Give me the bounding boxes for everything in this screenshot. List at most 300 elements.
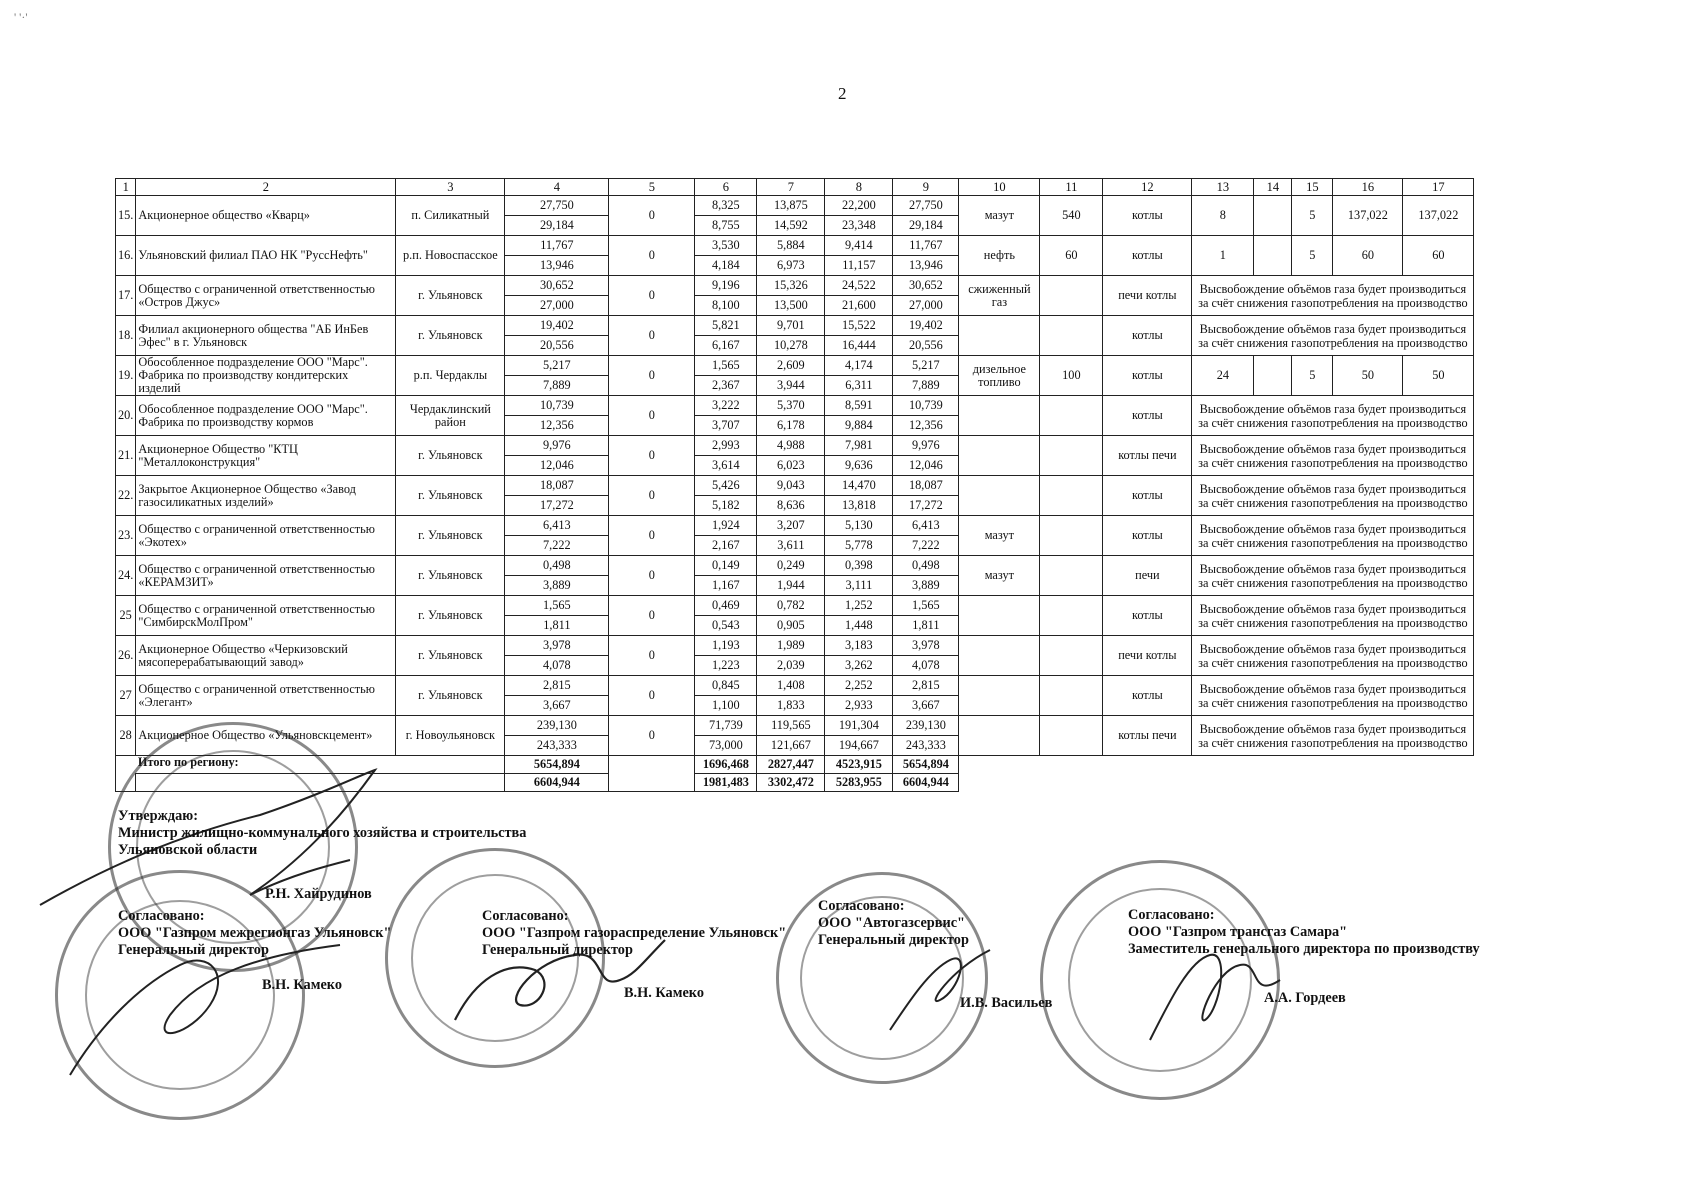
agreement-block-2 <box>482 908 786 959</box>
stage-value: 1,408 <box>757 676 825 696</box>
stage-value: 6,413 <box>893 516 959 536</box>
table-row <box>116 556 1474 576</box>
volume-actual: 7,222 <box>505 536 609 556</box>
column-number-header: 10 <box>959 179 1040 196</box>
stage-value: 1,193 <box>695 636 757 656</box>
enterprise-name: Общество с ограниченной ответственностью «Экотех» <box>136 516 396 556</box>
agreed-org: ООО "Газпром газораспределение Ульяновск" <box>482 925 787 941</box>
stage-value: 1,944 <box>757 576 825 596</box>
stage-value: 2,993 <box>695 436 757 456</box>
row-number: 17. <box>116 276 136 316</box>
reserve-fuel <box>959 676 1040 716</box>
col5-value: 0 <box>609 196 695 236</box>
stage-value: 3,530 <box>695 236 757 256</box>
row-number: 15. <box>116 196 136 236</box>
row-number: 27 <box>116 676 136 716</box>
col11-value <box>1040 316 1103 356</box>
stage-value: 7,889 <box>893 376 959 396</box>
col16-value: 50 <box>1333 356 1403 396</box>
volume-plan: 5,217 <box>505 356 609 376</box>
equipment: печи котлы <box>1103 276 1192 316</box>
totals-plan: 5654,894 <box>505 756 609 774</box>
column-number-header: 15 <box>1292 179 1333 196</box>
column-number-header: 16 <box>1333 179 1403 196</box>
stage-value: 243,333 <box>893 736 959 756</box>
totals-stage: 2827,447 <box>757 756 825 774</box>
agreed-position: Генеральный директор <box>118 942 269 958</box>
row-number: 28 <box>116 716 136 756</box>
agreed-heading: Согласовано: <box>118 908 205 924</box>
volume-plan: 18,087 <box>505 476 609 496</box>
agreement-block-1 <box>118 908 391 959</box>
column-number-header: 9 <box>893 179 959 196</box>
location: г. Ульяновск <box>396 636 505 676</box>
agreed-position: Генеральный директор <box>482 942 633 958</box>
table-row <box>116 316 1474 336</box>
col15-value: 5 <box>1292 356 1333 396</box>
volume-actual: 243,333 <box>505 736 609 756</box>
totals-stage: 4523,915 <box>825 756 893 774</box>
location: г. Ульяновск <box>396 276 505 316</box>
col13-value: 1 <box>1192 236 1254 276</box>
stage-value: 16,444 <box>825 336 893 356</box>
table-row <box>116 436 1474 456</box>
stage-value: 2,933 <box>825 696 893 716</box>
enterprise-name: Закрытое Акционерное Общество «Завод газосиликатных изделий» <box>136 476 396 516</box>
stage-value: 9,636 <box>825 456 893 476</box>
equipment: котлы <box>1103 476 1192 516</box>
stage-value: 0,398 <box>825 556 893 576</box>
reserve-fuel: мазут <box>959 556 1040 596</box>
enterprise-name: Акционерное Общество «Черкизовский мясоперерабатывающий завод» <box>136 636 396 676</box>
equipment: котлы <box>1103 196 1192 236</box>
stage-value: 3,944 <box>757 376 825 396</box>
column-number-header: 12 <box>1103 179 1192 196</box>
agreed-position: Заместитель генерального директора по производству <box>1128 941 1480 957</box>
enterprise-name: Общество с ограниченной ответственностью "СимбирскМолПром" <box>136 596 396 636</box>
stage-value: 1,989 <box>757 636 825 656</box>
location: г. Ульяновск <box>396 316 505 356</box>
stage-value: 5,884 <box>757 236 825 256</box>
col11-value <box>1040 476 1103 516</box>
stage-value: 2,252 <box>825 676 893 696</box>
release-note: Высвобождение объёмов газа будет производиться за счёт снижения газопотребления на производство <box>1192 396 1474 436</box>
col11-value <box>1040 596 1103 636</box>
enterprise-name: Общество с ограниченной ответственностью «Остров Джус» <box>136 276 396 316</box>
stage-value: 1,223 <box>695 656 757 676</box>
volume-actual: 3,667 <box>505 696 609 716</box>
release-note: Высвобождение объёмов газа будет производиться за счёт снижения газопотребления на производство <box>1192 436 1474 476</box>
table-row <box>116 476 1474 496</box>
stage-value: 9,884 <box>825 416 893 436</box>
agreed-position: Генеральный директор <box>818 932 969 948</box>
stage-value: 7,981 <box>825 436 893 456</box>
stage-value: 1,565 <box>695 356 757 376</box>
approval-block <box>118 808 526 859</box>
location: г. Ульяновск <box>396 476 505 516</box>
stage-value: 6,973 <box>757 256 825 276</box>
stage-value: 8,100 <box>695 296 757 316</box>
enterprise-name: Акционерное общество «Кварц» <box>136 196 396 236</box>
equipment: котлы <box>1103 356 1192 396</box>
location: г. Ульяновск <box>396 676 505 716</box>
volume-plan: 10,739 <box>505 396 609 416</box>
equipment: котлы <box>1103 316 1192 356</box>
column-number-header: 1 <box>116 179 136 196</box>
agreement-block-3 <box>818 898 969 949</box>
col5-value: 0 <box>609 476 695 516</box>
stage-value: 71,739 <box>695 716 757 736</box>
col11-value <box>1040 276 1103 316</box>
stage-value: 3,183 <box>825 636 893 656</box>
volume-plan: 11,767 <box>505 236 609 256</box>
volume-actual: 7,889 <box>505 376 609 396</box>
volume-plan: 30,652 <box>505 276 609 296</box>
stage-value: 8,755 <box>695 216 757 236</box>
approve-org-line2: Ульяновской области <box>118 842 258 858</box>
reserve-fuel <box>959 596 1040 636</box>
stage-value: 191,304 <box>825 716 893 736</box>
totals-stage: 1981,483 <box>695 774 757 792</box>
row-number: 26. <box>116 636 136 676</box>
stage-value: 1,252 <box>825 596 893 616</box>
col11-value <box>1040 716 1103 756</box>
reserve-fuel <box>959 396 1040 436</box>
col5-value: 0 <box>609 356 695 396</box>
volume-actual: 27,000 <box>505 296 609 316</box>
stage-value: 17,272 <box>893 496 959 516</box>
stage-value: 0,782 <box>757 596 825 616</box>
stage-value: 4,174 <box>825 356 893 376</box>
col17-value: 137,022 <box>1403 196 1474 236</box>
col16-value: 137,022 <box>1333 196 1403 236</box>
equipment: котлы <box>1103 676 1192 716</box>
col15-value: 5 <box>1292 196 1333 236</box>
stage-value: 21,600 <box>825 296 893 316</box>
totals-rest <box>959 756 1474 792</box>
col11-value <box>1040 436 1103 476</box>
column-number-header: 17 <box>1403 179 1474 196</box>
equipment: печи <box>1103 556 1192 596</box>
stage-value: 12,046 <box>893 456 959 476</box>
stage-value: 0,469 <box>695 596 757 616</box>
row-number: 18. <box>116 316 136 356</box>
agreed-name-1: В.Н. Камеко <box>262 977 342 993</box>
stage-value: 6,023 <box>757 456 825 476</box>
volume-actual: 1,811 <box>505 616 609 636</box>
stage-value: 8,636 <box>757 496 825 516</box>
approve-heading: Утверждаю: <box>118 808 198 824</box>
stage-value: 2,039 <box>757 656 825 676</box>
row-number: 25 <box>116 596 136 636</box>
agreed-name-2: В.Н. Камеко <box>624 985 704 1001</box>
col17-value: 50 <box>1403 356 1474 396</box>
scan-mark: ' '·' <box>14 10 28 24</box>
stage-value: 5,370 <box>757 396 825 416</box>
reserve-fuel <box>959 636 1040 676</box>
agreed-org: ООО "Газпром межрегионгаз Ульяновск" <box>118 925 392 941</box>
totals-empty <box>609 756 695 792</box>
enterprise-name: Акционерное Общество "КТЦ "Металлоконструкция" <box>136 436 396 476</box>
stage-value: 3,978 <box>893 636 959 656</box>
col11-value <box>1040 396 1103 436</box>
totals-stage: 5654,894 <box>893 756 959 774</box>
stage-value: 2,815 <box>893 676 959 696</box>
stage-value: 5,130 <box>825 516 893 536</box>
volume-plan: 19,402 <box>505 316 609 336</box>
col11-value <box>1040 636 1103 676</box>
stage-value: 15,326 <box>757 276 825 296</box>
table-row <box>116 356 1474 376</box>
location: р.п. Чердаклы <box>396 356 505 396</box>
col14-value <box>1254 196 1292 236</box>
stage-value: 0,543 <box>695 616 757 636</box>
equipment: котлы печи <box>1103 716 1192 756</box>
stage-value: 9,043 <box>757 476 825 496</box>
enterprise-name: Обособленное подразделение ООО "Марс". Фабрика по производству кормов <box>136 396 396 436</box>
column-number-header: 14 <box>1254 179 1292 196</box>
table-row <box>116 196 1474 216</box>
stage-value: 23,348 <box>825 216 893 236</box>
table-row <box>116 236 1474 256</box>
release-note: Высвобождение объёмов газа будет производиться за счёт снижения газопотребления на производство <box>1192 716 1474 756</box>
col5-value: 0 <box>609 636 695 676</box>
col14-value <box>1254 356 1292 396</box>
col5-value: 0 <box>609 716 695 756</box>
stage-value: 10,278 <box>757 336 825 356</box>
totals-actual: 6604,944 <box>505 774 609 792</box>
column-number-header: 2 <box>136 179 396 196</box>
release-note: Высвобождение объёмов газа будет производиться за счёт снижения газопотребления на производство <box>1192 516 1474 556</box>
stage-value: 3,889 <box>893 576 959 596</box>
col5-value: 0 <box>609 436 695 476</box>
stage-value: 14,592 <box>757 216 825 236</box>
reserve-fuel <box>959 436 1040 476</box>
stage-value: 2,167 <box>695 536 757 556</box>
row-number: 16. <box>116 236 136 276</box>
totals-stage: 5283,955 <box>825 774 893 792</box>
location: г. Ульяновск <box>396 436 505 476</box>
volume-plan: 239,130 <box>505 716 609 736</box>
volume-plan: 1,565 <box>505 596 609 616</box>
enterprise-name: Общество с ограниченной ответственностью «Элегант» <box>136 676 396 716</box>
stage-value: 9,196 <box>695 276 757 296</box>
stage-value: 15,522 <box>825 316 893 336</box>
table-row <box>116 276 1474 296</box>
stage-value: 12,356 <box>893 416 959 436</box>
agreed-heading: Согласовано: <box>818 898 905 914</box>
col5-value: 0 <box>609 676 695 716</box>
table-row <box>116 676 1474 696</box>
stage-value: 14,470 <box>825 476 893 496</box>
location: г. Ульяновск <box>396 556 505 596</box>
stage-value: 194,667 <box>825 736 893 756</box>
totals-stage: 3302,472 <box>757 774 825 792</box>
table-row <box>116 636 1474 656</box>
equipment: котлы <box>1103 516 1192 556</box>
stage-value: 8,591 <box>825 396 893 416</box>
volume-actual: 12,356 <box>505 416 609 436</box>
reserve-fuel: мазут <box>959 516 1040 556</box>
stage-value: 10,739 <box>893 396 959 416</box>
col5-value: 0 <box>609 396 695 436</box>
stage-value: 19,402 <box>893 316 959 336</box>
stage-value: 5,426 <box>695 476 757 496</box>
stage-value: 18,087 <box>893 476 959 496</box>
stage-value: 13,818 <box>825 496 893 516</box>
stage-value: 239,130 <box>893 716 959 736</box>
column-number-header: 6 <box>695 179 757 196</box>
row-number: 22. <box>116 476 136 516</box>
stage-value: 1,833 <box>757 696 825 716</box>
stage-value: 30,652 <box>893 276 959 296</box>
approve-org-line1: Министр жилищно-коммунального хозяйства и строительства <box>118 825 527 841</box>
stage-value: 5,778 <box>825 536 893 556</box>
equipment: котлы <box>1103 596 1192 636</box>
table-row <box>116 516 1474 536</box>
stage-value: 5,182 <box>695 496 757 516</box>
location: г. Новоульяновск <box>396 716 505 756</box>
volume-actual: 17,272 <box>505 496 609 516</box>
column-number-header: 3 <box>396 179 505 196</box>
stage-value: 3,611 <box>757 536 825 556</box>
stage-value: 9,976 <box>893 436 959 456</box>
stage-value: 13,946 <box>893 256 959 276</box>
agreement-block-4 <box>1128 907 1480 958</box>
equipment: печи котлы <box>1103 636 1192 676</box>
volume-plan: 3,978 <box>505 636 609 656</box>
col5-value: 0 <box>609 516 695 556</box>
stage-value: 4,988 <box>757 436 825 456</box>
stage-value: 6,167 <box>695 336 757 356</box>
col16-value: 60 <box>1333 236 1403 276</box>
release-note: Высвобождение объёмов газа будет производиться за счёт снижения газопотребления на производство <box>1192 476 1474 516</box>
agreed-org: ООО "Газпром трансгаз Самара" <box>1128 924 1348 940</box>
equipment: котлы печи <box>1103 436 1192 476</box>
column-number-header: 5 <box>609 179 695 196</box>
col14-value <box>1254 236 1292 276</box>
stage-value: 9,414 <box>825 236 893 256</box>
stage-value: 0,149 <box>695 556 757 576</box>
approve-signatory-name: Р.Н. Хайрудинов <box>265 886 372 902</box>
agreed-org: ООО "Автогазсервис" <box>818 915 965 931</box>
column-number-header: 7 <box>757 179 825 196</box>
volume-actual: 3,889 <box>505 576 609 596</box>
agreed-name-4: А.А. Гордеев <box>1264 990 1346 1006</box>
agreed-heading: Согласовано: <box>482 908 569 924</box>
reserve-fuel: нефть <box>959 236 1040 276</box>
stage-value: 0,498 <box>893 556 959 576</box>
release-note: Высвобождение объёмов газа будет производиться за счёт снижения газопотребления на производство <box>1192 316 1474 356</box>
volume-plan: 0,498 <box>505 556 609 576</box>
location: г. Ульяновск <box>396 516 505 556</box>
header-row <box>116 179 1474 196</box>
stage-value: 4,184 <box>695 256 757 276</box>
release-note: Высвобождение объёмов газа будет производиться за счёт снижения газопотребления на производство <box>1192 676 1474 716</box>
stage-value: 3,262 <box>825 656 893 676</box>
col5-value: 0 <box>609 316 695 356</box>
totals-label: Итого по региону: <box>136 756 505 774</box>
column-number-header: 8 <box>825 179 893 196</box>
equipment: котлы <box>1103 236 1192 276</box>
location: р.п. Новоспасское <box>396 236 505 276</box>
column-number-header: 4 <box>505 179 609 196</box>
stage-value: 3,707 <box>695 416 757 436</box>
stage-value: 0,845 <box>695 676 757 696</box>
enterprise-name: Филиал акционерного общества "АБ ИнБев Эфес" в г. Ульяновск <box>136 316 396 356</box>
row-number: 24. <box>116 556 136 596</box>
col5-value: 0 <box>609 596 695 636</box>
release-note: Высвобождение объёмов газа будет производиться за счёт снижения газопотребления на производство <box>1192 556 1474 596</box>
stage-value: 2,367 <box>695 376 757 396</box>
enterprise-name: Ульяновский филиал ПАО НК "РуссНефть" <box>136 236 396 276</box>
stage-value: 22,200 <box>825 196 893 216</box>
stage-value: 1,100 <box>695 696 757 716</box>
table-row <box>116 396 1474 416</box>
column-number-header: 11 <box>1040 179 1103 196</box>
col15-value: 5 <box>1292 236 1333 276</box>
col5-value: 0 <box>609 556 695 596</box>
stage-value: 11,157 <box>825 256 893 276</box>
stage-value: 0,905 <box>757 616 825 636</box>
reserve-fuel <box>959 476 1040 516</box>
location: п. Силикатный <box>396 196 505 236</box>
stage-value: 5,217 <box>893 356 959 376</box>
stage-value: 1,448 <box>825 616 893 636</box>
col11-value: 60 <box>1040 236 1103 276</box>
stage-value: 7,222 <box>893 536 959 556</box>
stage-value: 2,609 <box>757 356 825 376</box>
column-number-header: 13 <box>1192 179 1254 196</box>
totals-stage: 6604,944 <box>893 774 959 792</box>
location: г. Ульяновск <box>396 596 505 636</box>
volume-plan: 6,413 <box>505 516 609 536</box>
row-number: 23. <box>116 516 136 556</box>
stage-value: 1,167 <box>695 576 757 596</box>
stage-value: 13,875 <box>757 196 825 216</box>
reserve-fuel <box>959 716 1040 756</box>
table-row <box>116 596 1474 616</box>
stage-value: 24,522 <box>825 276 893 296</box>
reserve-fuel: мазут <box>959 196 1040 236</box>
stage-value: 3,667 <box>893 696 959 716</box>
row-number: 20. <box>116 396 136 436</box>
stage-value: 6,178 <box>757 416 825 436</box>
volume-plan: 27,750 <box>505 196 609 216</box>
release-note: Высвобождение объёмов газа будет производиться за счёт снижения газопотребления на производство <box>1192 276 1474 316</box>
location: Чердаклинский район <box>396 396 505 436</box>
stage-value: 9,701 <box>757 316 825 336</box>
volume-actual: 20,556 <box>505 336 609 356</box>
col11-value <box>1040 676 1103 716</box>
totals-stage: 1696,468 <box>695 756 757 774</box>
reserve-fuel-table <box>115 178 1474 792</box>
volume-plan: 9,976 <box>505 436 609 456</box>
stage-value: 5,821 <box>695 316 757 336</box>
stage-value: 1,811 <box>893 616 959 636</box>
enterprise-name: Общество с ограниченной ответственностью «КЕРАМЗИТ» <box>136 556 396 596</box>
stage-value: 3,111 <box>825 576 893 596</box>
stage-value: 11,767 <box>893 236 959 256</box>
reserve-fuel: дизельное топливо <box>959 356 1040 396</box>
col13-value: 24 <box>1192 356 1254 396</box>
col17-value: 60 <box>1403 236 1474 276</box>
stage-value: 20,556 <box>893 336 959 356</box>
reserve-fuel: сжиженный газ <box>959 276 1040 316</box>
col13-value: 8 <box>1192 196 1254 236</box>
stage-value: 121,667 <box>757 736 825 756</box>
stage-value: 119,565 <box>757 716 825 736</box>
